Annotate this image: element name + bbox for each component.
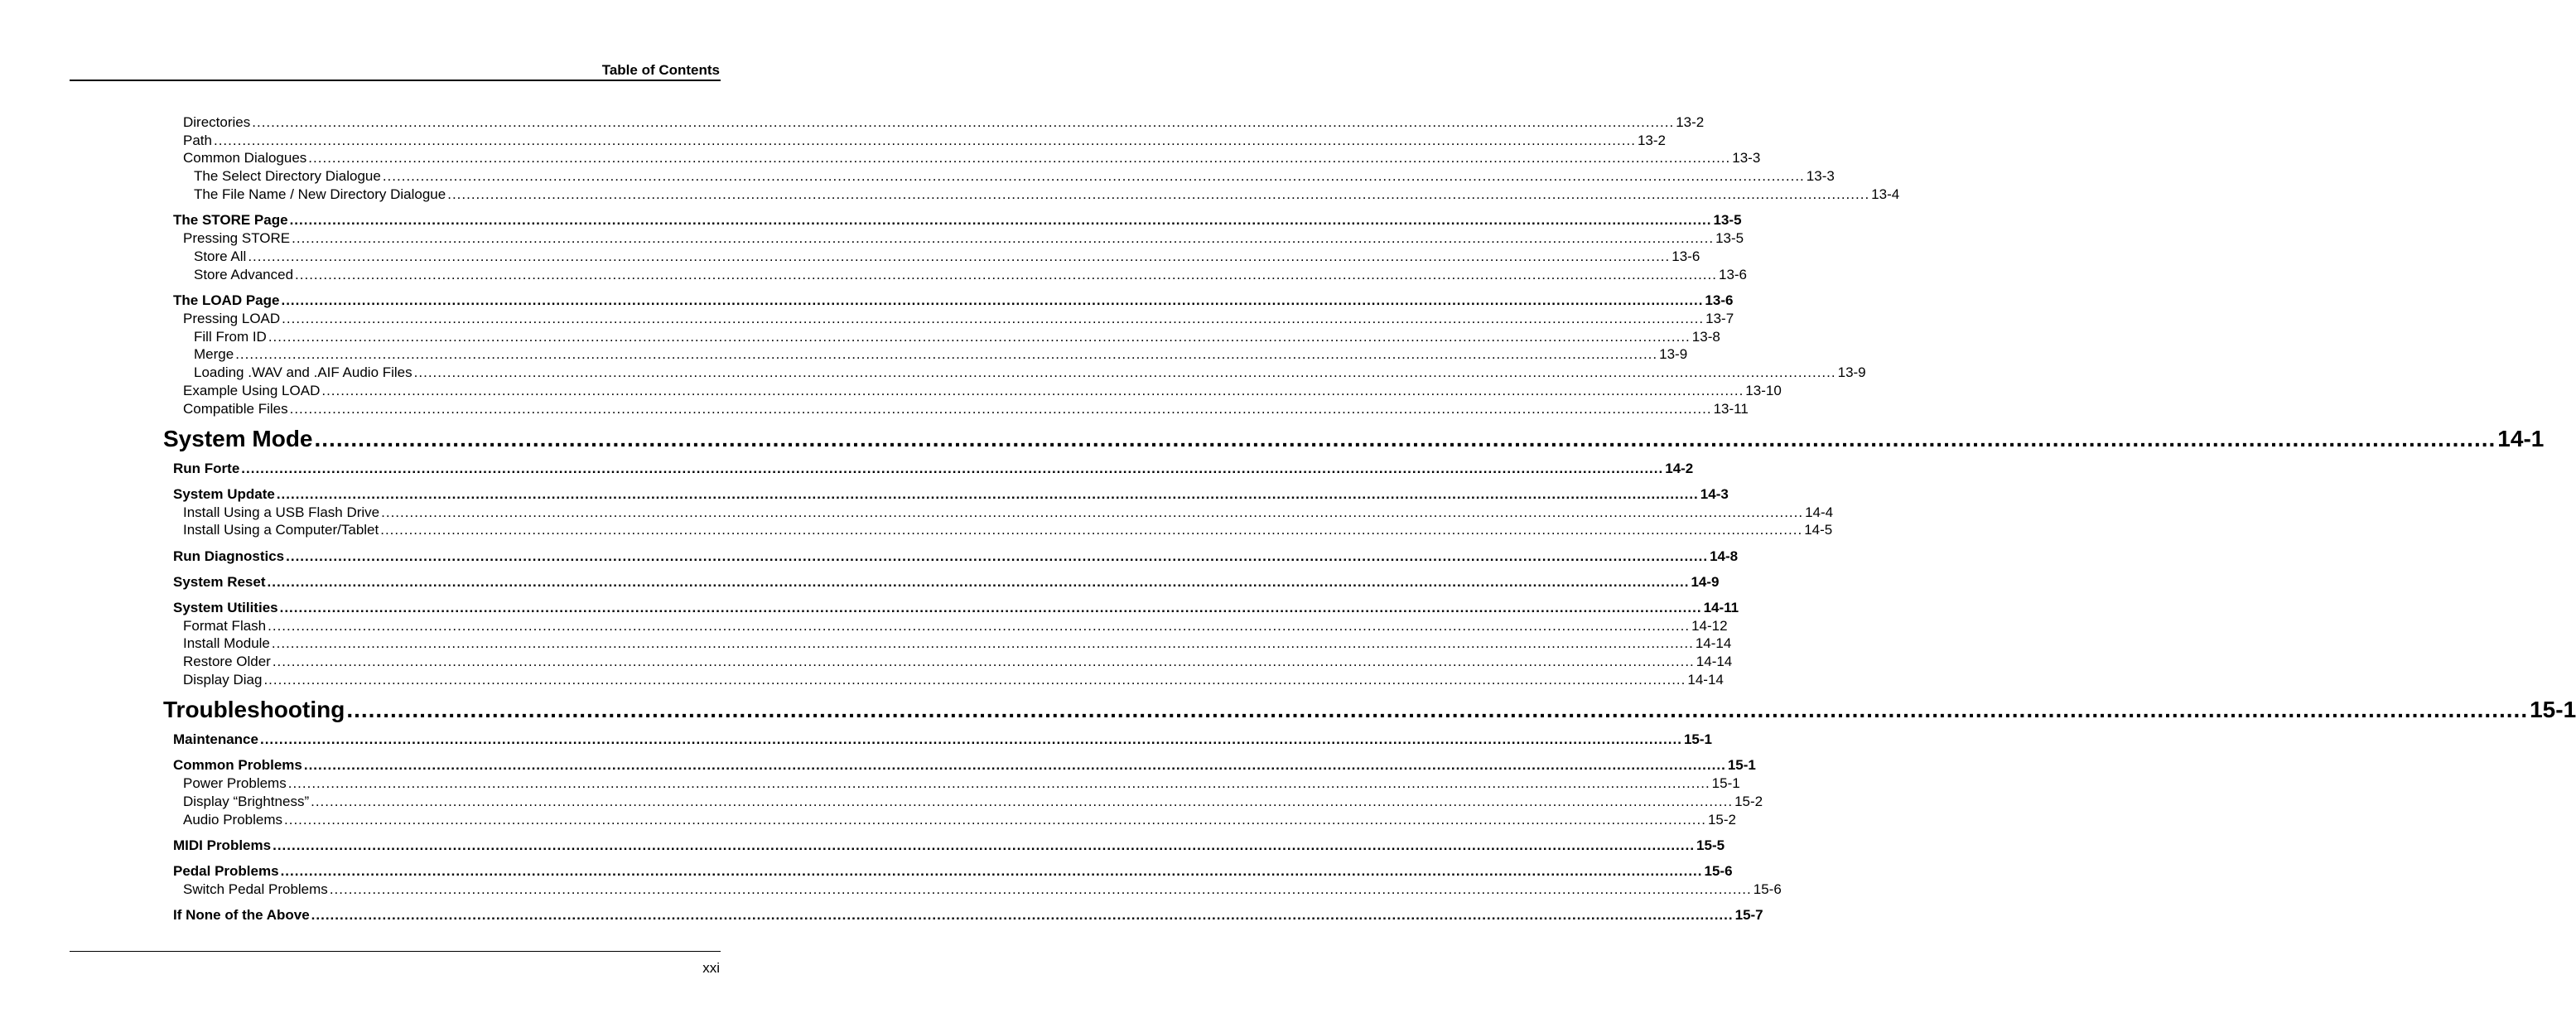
toc-entry <box>163 696 2576 724</box>
toc-entry-label: Compatible Files <box>183 401 288 417</box>
toc-entry-label: Pedal Problems <box>173 863 279 879</box>
toc-entry <box>173 573 1720 591</box>
toc-entry <box>173 599 1739 617</box>
toc-dot-leader: ............................................................................................................................................................................................................................................................................................................ <box>259 731 1682 747</box>
toc-dot-leader: ............................................................................................................................................................................................................................................................................................................ <box>381 504 1804 520</box>
toc-dot-leader: ............................................................................................................................................................................................................................................................................................................ <box>248 249 1671 264</box>
toc-entry-label: Format Flash <box>183 618 267 634</box>
toc-entry-label: The File Name / New Directory Dialogue <box>194 186 446 202</box>
toc-dot-leader: ............................................................................................................................................................................................................................................................................................................ <box>346 697 2529 722</box>
toc-entry-label: Switch Pedal Problems <box>183 881 328 897</box>
toc-entry-page: 13-9 <box>1837 364 1866 380</box>
page-number: xxi <box>702 960 720 976</box>
toc-entry-page: 13-3 <box>1806 168 1835 184</box>
toc-entry-label: Display “Brightness” <box>183 794 310 809</box>
toc-dot-leader: ............................................................................................................................................................................................................................................................................................................ <box>295 267 1717 282</box>
toc-entry <box>173 211 1742 229</box>
toc-entry <box>183 113 1705 132</box>
toc-entry <box>183 671 1724 689</box>
toc-entry-page: 15-1 <box>1727 757 1756 773</box>
toc-entry-page: 14-4 <box>1805 504 1834 520</box>
toc-entry-page: 13-6 <box>1672 249 1700 264</box>
toc-entry-page: 14-9 <box>1691 574 1720 590</box>
toc-entry-page: 13-9 <box>1659 346 1688 362</box>
toc-dot-leader: ............................................................................................................................................................................................................................................................................................................ <box>252 114 1675 130</box>
toc-entry-label: Run Diagnostics <box>173 548 285 564</box>
toc-entry-page: 14-3 <box>1700 486 1729 502</box>
toc-entry-label: System Update <box>173 486 275 502</box>
toc-entry-label: Maintenance <box>173 731 258 747</box>
toc-dot-leader: ............................................................................................................................................................................................................................................................................................................ <box>279 600 1702 615</box>
toc-entry <box>183 793 1763 811</box>
toc-entry-label: Path <box>183 133 212 148</box>
toc-entry-page: 14-2 <box>1665 461 1694 476</box>
toc-entry-label: Install Using a USB Flash Drive <box>183 504 380 520</box>
toc-entry-label: Merge <box>194 346 234 362</box>
toc-entry-label: The Select Directory Dialogue <box>194 168 381 184</box>
toc-entry-label: Install Using a Computer/Tablet <box>183 522 379 538</box>
toc-entry <box>183 881 1782 899</box>
toc-entry-page: 14-14 <box>1687 672 1724 688</box>
toc-entry-page: 13-8 <box>1691 329 1720 345</box>
toc-entry-page: 14-8 <box>1710 548 1739 564</box>
toc-dot-leader: ............................................................................................................................................................................................................................................................................................................ <box>213 133 1636 148</box>
toc-dot-leader: ............................................................................................................................................................................................................................................................................................................ <box>314 426 2496 451</box>
toc-entry <box>183 310 1734 328</box>
toc-entry-label: MIDI Problems <box>173 837 272 853</box>
toc-entry <box>173 862 1733 881</box>
toc-entry-page: 15-6 <box>1753 881 1782 897</box>
toc-entry <box>194 186 1900 204</box>
toc-entry-page: 14-1 <box>2497 426 2545 451</box>
toc-entry-label: If None of the Above <box>173 907 310 923</box>
toc-entry <box>173 548 1739 566</box>
toc-entry-label: The LOAD Page <box>173 292 280 308</box>
toc-entry-page: 13-3 <box>1732 150 1761 166</box>
toc-dot-leader: ............................................................................................................................................................................................................................................................................................................ <box>273 837 1696 853</box>
toc-entry-page: 14-11 <box>1703 600 1739 615</box>
toc-entry <box>183 774 1740 793</box>
toc-entry <box>183 229 1744 248</box>
toc-dot-leader: ............................................................................................................................................................................................................................................................................................................ <box>308 150 1731 166</box>
toc-entry-page: 15-2 <box>1707 812 1736 828</box>
toc-entry-label: The STORE Page <box>173 212 288 228</box>
toc-dot-leader: ............................................................................................................................................................................................................................................................................................................ <box>321 383 1744 398</box>
toc-entry-label: Pressing STORE <box>183 230 291 246</box>
toc-dot-leader: ............................................................................................................................................................................................................................................................................................................ <box>292 230 1715 246</box>
toc-dot-leader: ............................................................................................................................................................................................................................................................................................................ <box>311 907 1734 923</box>
toc-entry <box>183 617 1728 635</box>
toc-entry-label: Example Using LOAD <box>183 383 321 398</box>
toc-dot-leader: ............................................................................................................................................................................................................................................................................................................ <box>272 654 1695 669</box>
toc-entry-label: Pressing LOAD <box>183 311 281 326</box>
toc-entry-label: Fill From ID <box>194 329 267 345</box>
toc-dot-leader: ............................................................................................................................................................................................................................................................................................................ <box>413 364 1836 380</box>
toc-entry-page: 13-10 <box>1745 383 1782 398</box>
toc-entry-page: 14-14 <box>1696 654 1733 669</box>
toc-entry-label: Power Problems <box>183 775 287 791</box>
toc-entry-label: Loading .WAV and .AIF Audio Files <box>194 364 412 380</box>
toc-entry-label: Display Diag <box>183 672 263 688</box>
toc-entry <box>183 811 1736 829</box>
toc-dot-leader: ............................................................................................................................................................................................................................................................................................................ <box>271 635 1694 651</box>
toc-entry <box>194 167 1835 186</box>
toc-entry <box>194 248 1700 266</box>
toc-dot-leader: ............................................................................................................................................................................................................................................................................................................ <box>281 292 1704 308</box>
toc-dot-leader: ............................................................................................................................................................................................................................................................................................................ <box>311 794 1734 809</box>
toc-dot-leader: ............................................................................................................................................................................................................................................................................................................ <box>289 212 1712 228</box>
toc-entry-label: Run Forte <box>173 461 240 476</box>
toc-entry <box>173 837 1725 855</box>
toc-dot-leader: ............................................................................................................................................................................................................................................................................................................ <box>268 618 1691 634</box>
toc-entry <box>173 485 1729 504</box>
toc-entry-label: Common Dialogues <box>183 150 307 166</box>
toc-entry-page: 15-1 <box>1711 775 1740 791</box>
toc-dot-leader: ............................................................................................................................................................................................................................................................................................................ <box>380 522 1803 538</box>
toc-entry-label: System Utilities <box>173 600 278 615</box>
toc-entry <box>173 906 1763 924</box>
toc-entry <box>183 521 1833 539</box>
toc-entry-label: Common Problems <box>173 757 302 773</box>
toc-entry <box>173 731 1712 749</box>
toc-entry <box>194 266 1748 284</box>
toc-entry <box>183 635 1732 653</box>
toc-entry-page: 13-6 <box>1718 267 1748 282</box>
toc-dot-leader: ............................................................................................................................................................................................................................................................................................................ <box>267 574 1690 590</box>
toc-dot-leader: ............................................................................................................................................................................................................................................................................................................ <box>263 672 1686 688</box>
toc-dot-leader: ............................................................................................................................................................................................................................................................................................................ <box>286 548 1709 564</box>
toc-entry <box>183 149 1761 167</box>
toc-entry-page: 15-2 <box>1734 794 1763 809</box>
toc-entry-page: 13-11 <box>1713 401 1749 417</box>
toc-dot-leader: ............................................................................................................................................................................................................................................................................................................ <box>303 757 1726 773</box>
toc-entry <box>173 292 1734 310</box>
toc-entry-page: 13-7 <box>1705 311 1734 326</box>
toc-dot-leader: ............................................................................................................................................................................................................................................................................................................ <box>268 329 1691 345</box>
toc-dot-leader: ............................................................................................................................................................................................................................................................................................................ <box>329 881 1752 897</box>
toc-dot-leader: ............................................................................................................................................................................................................................................................................................................ <box>280 863 1703 879</box>
toc-dot-leader: ............................................................................................................................................................................................................................................................................................................ <box>241 461 1664 476</box>
toc-entry <box>183 504 1834 522</box>
toc-dot-leader: ............................................................................................................................................................................................................................................................................................................ <box>287 775 1710 791</box>
toc-dot-leader: ............................................................................................................................................................................................................................................................................................................ <box>276 486 1699 502</box>
toc-entry-page: 15-1 <box>1683 731 1712 747</box>
toc-entry <box>194 328 1720 346</box>
footer-rule <box>70 951 721 952</box>
toc-entry-label: System Reset <box>173 574 266 590</box>
toc-entry <box>183 132 1666 150</box>
toc-entry-page: 13-4 <box>1871 186 1900 202</box>
toc-dot-leader: ............................................................................................................................................................................................................................................................................................................ <box>235 346 1658 362</box>
toc-entry-page: 13-2 <box>1676 114 1705 130</box>
toc-entry-page: 13-5 <box>1715 230 1744 246</box>
toc-entry-page: 15-7 <box>1734 907 1763 923</box>
toc-entry <box>173 756 1756 774</box>
running-header-title: Table of Contents <box>601 62 720 78</box>
toc-dot-leader: ............................................................................................................................................................................................................................................................................................................ <box>289 401 1712 417</box>
toc-entry-page: 13-2 <box>1637 133 1666 148</box>
toc-entry-page: 15-5 <box>1696 837 1725 853</box>
toc-entry <box>183 382 1782 400</box>
toc-entry-label: Store All <box>194 249 247 264</box>
toc-entry-label: Restore Older <box>183 654 271 669</box>
toc-dot-leader: ............................................................................................................................................................................................................................................................................................................ <box>447 186 1870 202</box>
toc-entry <box>183 653 1733 671</box>
toc-entry-label: Audio Problems <box>183 812 283 828</box>
toc-dot-leader: ............................................................................................................................................................................................................................................................................................................ <box>382 168 1805 184</box>
toc-entry-page: 14-12 <box>1691 618 1728 634</box>
toc-entry-page: 15-6 <box>1704 863 1733 879</box>
toc-entry-label: Directories <box>183 114 251 130</box>
toc-entry <box>194 345 1688 364</box>
toc-entry-label: Troubleshooting <box>163 697 345 722</box>
toc-entry <box>194 364 1866 382</box>
toc-entry <box>173 460 1694 478</box>
toc-entry <box>163 425 2545 453</box>
toc-entry-label: Store Advanced <box>194 267 294 282</box>
toc-entry-label: Install Module <box>183 635 270 651</box>
toc-entry-label: System Mode <box>163 426 313 451</box>
toc-entry-page: 13-5 <box>1713 212 1742 228</box>
toc-entry-page: 13-6 <box>1705 292 1734 308</box>
toc-entry-page: 15-1 <box>2530 697 2576 722</box>
header-rule <box>70 80 721 81</box>
toc-dot-leader: ............................................................................................................................................................................................................................................................................................................ <box>282 311 1705 326</box>
toc-entry-page: 14-5 <box>1804 522 1833 538</box>
toc-entry-page: 14-14 <box>1695 635 1732 651</box>
toc-entry <box>183 400 1749 418</box>
toc-dot-leader: ............................................................................................................................................................................................................................................................................................................ <box>284 812 1706 828</box>
